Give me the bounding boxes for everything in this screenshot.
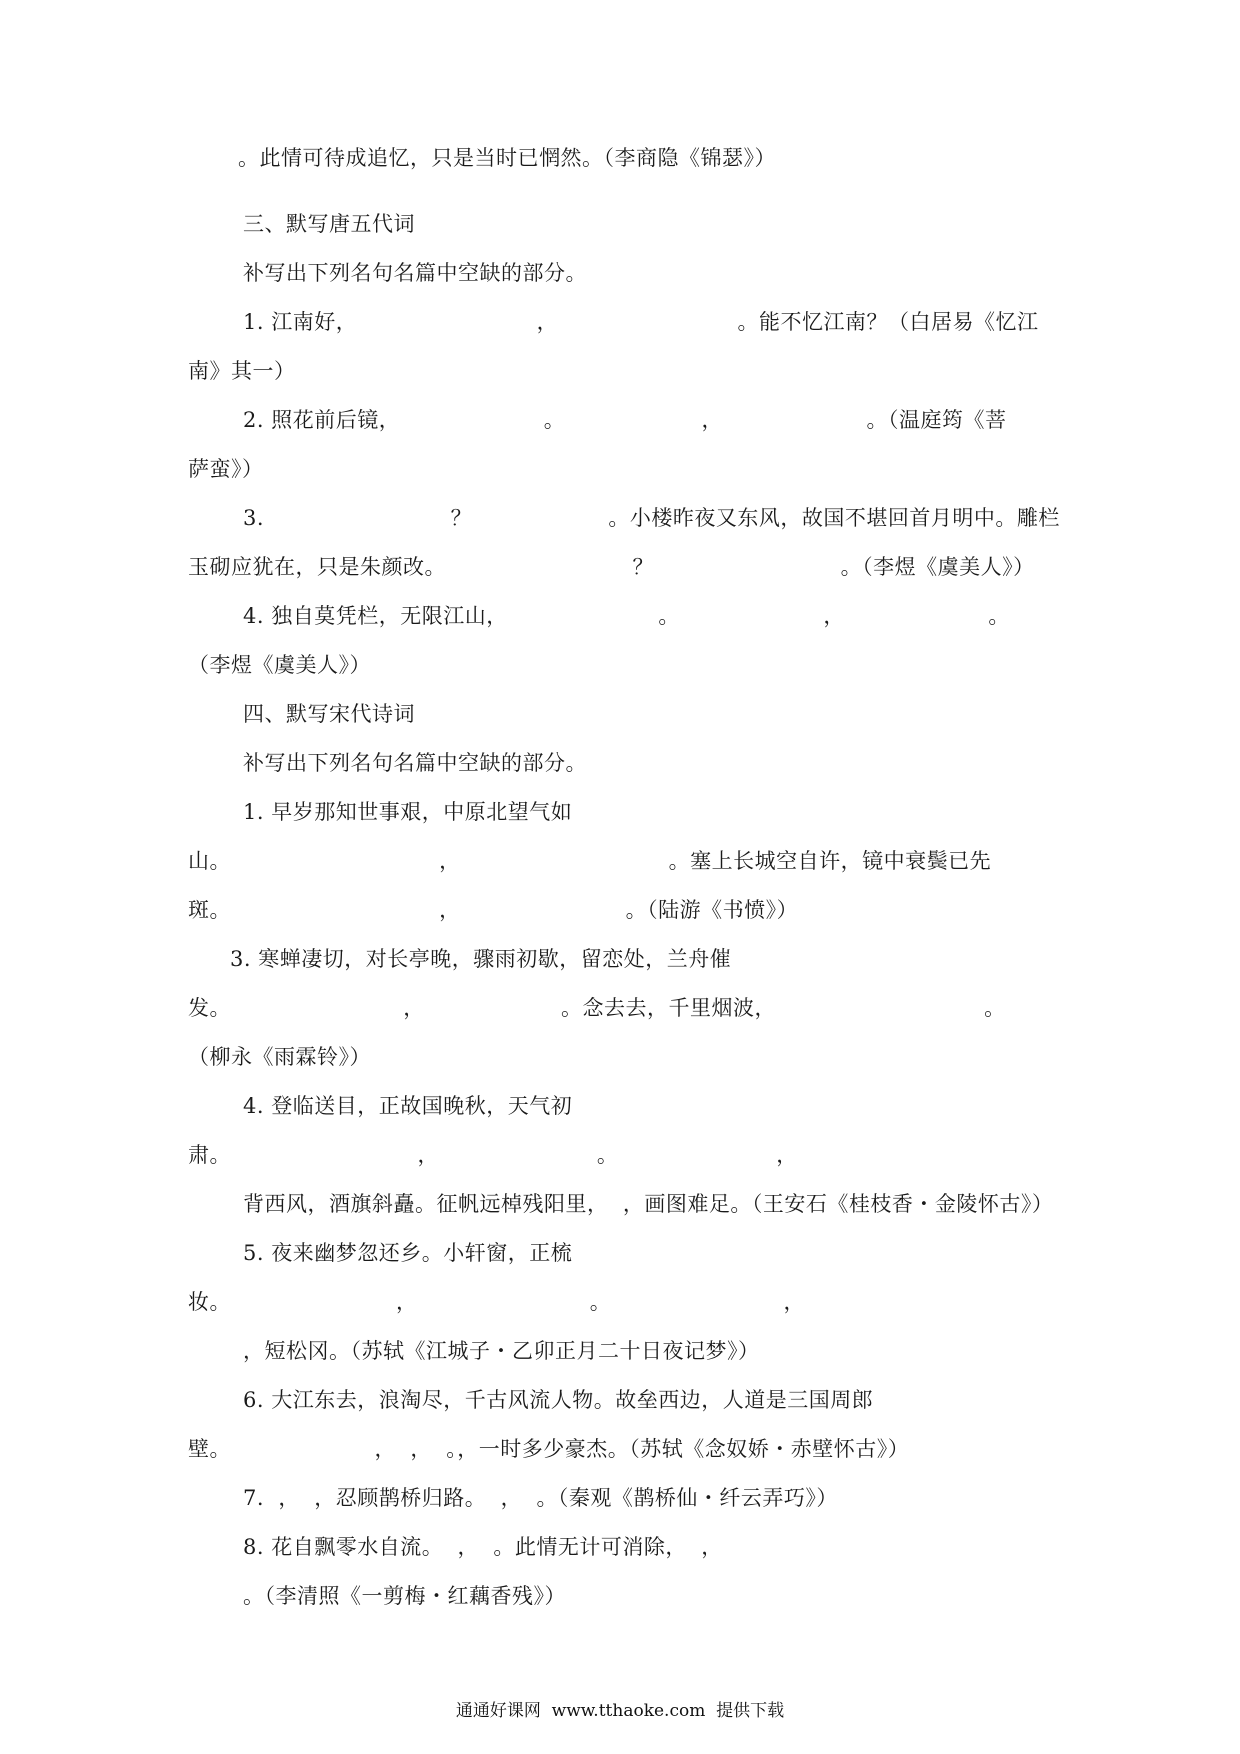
text-line: ，短松冈。（苏轼《江城子・乙卯正月二十日夜记梦》） [243,1339,760,1363]
question-line: 5. 夜来幽梦忽还乡。小轩窗，正梳 [243,1241,573,1265]
text-line: 肃。 ， 。 ， [188,1143,798,1167]
text-line: 山。 ， 。塞上长城空自许，镜中衰鬓已先 [188,849,992,873]
question-line: 1. 早岁那知世事艰，中原北望气如 [243,800,573,824]
question-line: 7. ， ，忍顾鹊桥归路。 ， 。（秦观《鹊桥仙・纤云弄巧》） [243,1486,838,1510]
section-heading: 三、默写唐五代词 [243,212,415,236]
text-line: 背西风，酒旗斜矗。征帆远棹残阳里， ，画图难足。（王安石《桂枝香・金陵怀古》） [243,1192,1054,1216]
text-line: 壁。 ， ， 。，一时多少豪杰。（苏轼《念奴娇・赤壁怀古》） [188,1437,910,1461]
question-line: 4. 登临送目，正故国晚秋，天气初 [243,1094,573,1118]
question-line: 3. 寒蝉凄切，对长亭晚，骤雨初歇，留恋处，兰舟催 [230,947,732,971]
page-footer: 通通好课网 www.tthaoke.com 提供下载 [455,1701,785,1721]
text-line: 萨蛮》） [188,457,264,481]
question-line: 4. 独自莫凭栏，无限江山， 。 ， 。 [243,604,1010,628]
text-line: 玉砌应犹在，只是朱颜改。 ？ 。（李煜《虞美人》） [188,555,1035,579]
instruction-line: 补写出下列名句名篇中空缺的部分。 [243,751,587,775]
section-heading: 四、默写宋代诗词 [243,702,415,726]
question-line: 3. ？ 。小楼昨夜又东风，故国不堪回首月明中。雕栏 [243,506,1060,530]
question-line: 1. 江南好， ， 。能不忆江南？（白居易《忆江 [243,310,1039,334]
text-line: （柳永《雨霖铃》） [188,1045,371,1069]
text-line: 发。 ， 。念去去，千里烟波， 。 [188,996,1006,1020]
question-line: 2. 照花前后镜， 。 ， 。（温庭筠《菩 [243,408,1007,432]
text-line: 南》其一） [188,359,296,383]
text-line: 。（李清照《一剪梅・红藕香残》） [243,1584,566,1608]
text-line: 妆。 ， 。 ， [188,1290,805,1314]
text-line: 。此情可待成追忆，只是当时已惘然。（李商隐《锦瑟》） [238,146,776,170]
text-line: 斑。 ， 。（陆游《书愤》） [188,898,799,922]
question-line: 8. 花自飘零水自流。 ， 。此情无计可消除， ， [243,1535,723,1559]
text-line: （李煜《虞美人》） [188,653,371,677]
instruction-line: 补写出下列名句名篇中空缺的部分。 [243,261,587,285]
question-line: 6. 大江东去，浪淘尽，千古风流人物。故垒西边，人道是三国周郎 [243,1388,874,1412]
